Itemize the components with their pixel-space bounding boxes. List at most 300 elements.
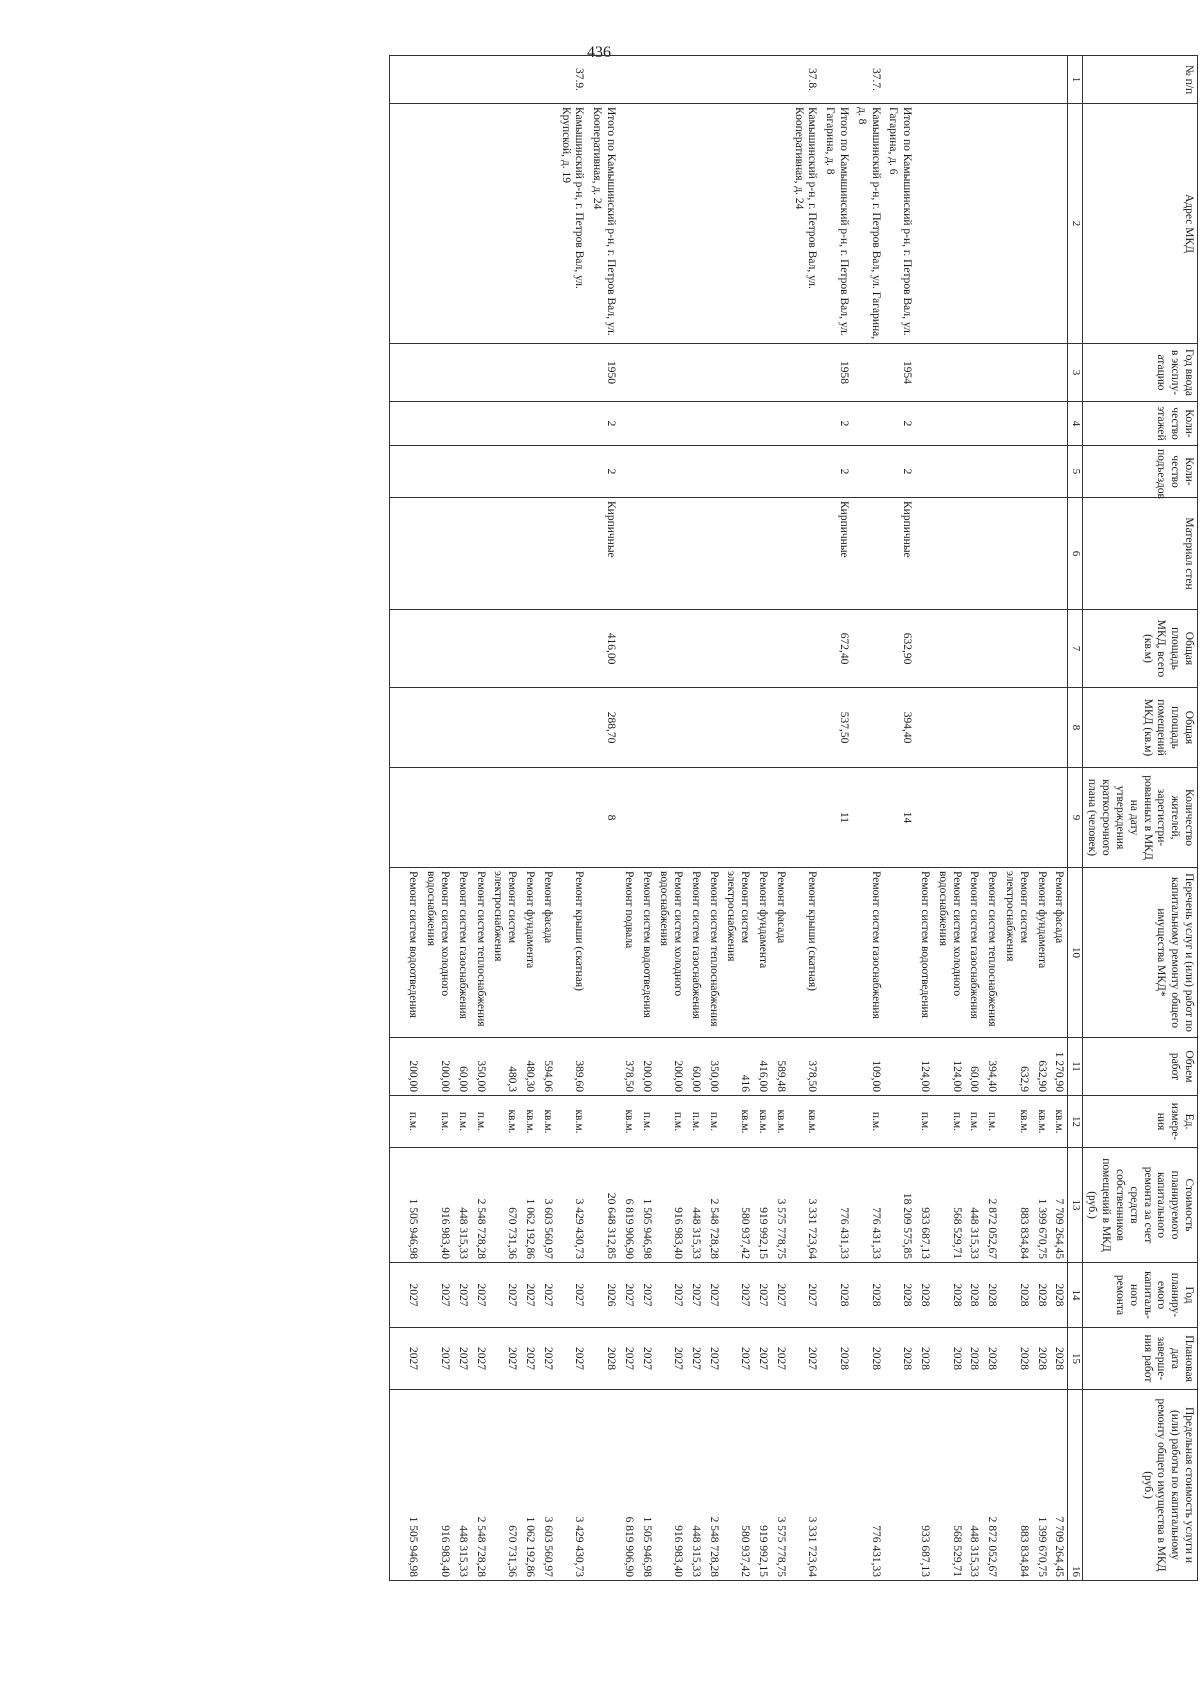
table-cell-col-15: 2027: [421, 1328, 453, 1390]
table-cell-col-11: 200,00: [421, 1038, 453, 1096]
table-cell-col-1: [753, 56, 771, 104]
table-cell-col-15: 2027: [538, 1328, 556, 1390]
table-cell-col-2: [471, 104, 489, 344]
table-cell-col-3: [722, 344, 754, 402]
table-cell-col-7: [655, 610, 687, 688]
table-cell-col-13: 580 937,42: [722, 1148, 754, 1263]
table-cell-col-1: 37.7.: [852, 56, 884, 104]
table-cell-col-6: [1000, 498, 1032, 610]
table-cell-col-9: [421, 768, 453, 868]
table-cell-col-8: [489, 688, 521, 768]
table-cell-col-9: [771, 768, 789, 868]
table-cell-col-3: [789, 344, 821, 402]
table-cell-col-11: 378,50: [619, 1038, 637, 1096]
table-cell-col-12: кв.м.: [1050, 1096, 1068, 1148]
table-cell-col-12: п.м.: [915, 1096, 933, 1148]
table-row: [471, 56, 489, 1581]
table-cell-col-16: 448 315,33: [965, 1390, 983, 1581]
table-cell-col-3: [655, 344, 687, 402]
table-cell-col-10: Ремонт систем электроснабжения: [722, 868, 754, 1038]
table-cell-col-12: п.м.: [704, 1096, 722, 1148]
table-row: [722, 56, 754, 1581]
table-cell-col-12: кв.м.: [520, 1096, 538, 1148]
table-cell-col-5: [933, 446, 965, 498]
table-cell-col-5: [1050, 446, 1068, 498]
table-cell-col-4: [789, 402, 821, 446]
table-cell-col-4: 2: [587, 402, 619, 446]
table-cell-col-1: [538, 56, 556, 104]
table-cell-col-3: [933, 344, 965, 402]
table-cell-empty: [389, 344, 404, 402]
table-cell-col-9: [915, 768, 933, 868]
table-cell-col-15: 2027: [704, 1328, 722, 1390]
table-cell-col-2: [686, 104, 704, 344]
table-cell-col-16: 883 834,84: [1000, 1390, 1032, 1581]
table-cell-col-12: [820, 1096, 852, 1148]
table-row: [852, 56, 884, 1581]
table-cell-col-10: Ремонт систем теплоснабжения: [982, 868, 1000, 1038]
table-row: [421, 56, 453, 1581]
table-cell-col-6: [852, 498, 884, 610]
table-cell-col-3: [421, 344, 453, 402]
table-cell-col-6: [933, 498, 965, 610]
header-cell: Ед. измере-ния: [1082, 1096, 1197, 1148]
table-row: [982, 56, 1000, 1581]
table-cell-col-16: 6 819 906,90: [619, 1390, 637, 1581]
table-cell-col-7: [852, 610, 884, 688]
table-cell-col-13: 448 315,33: [453, 1148, 471, 1263]
table-cell-col-13: 919 992,15: [753, 1148, 771, 1263]
table-row: [1000, 56, 1032, 1581]
table-cell-col-3: [982, 344, 1000, 402]
table-cell-col-1: [686, 56, 704, 104]
table-cell-col-7: [789, 610, 821, 688]
table-cell-col-8: [686, 688, 704, 768]
table-cell-col-16: 568 529,71: [933, 1390, 965, 1581]
table-cell-col-5: [852, 446, 884, 498]
table-cell-col-4: [637, 402, 655, 446]
table-cell-col-12: кв.м.: [1000, 1096, 1032, 1148]
table-cell-col-12: кв.м.: [489, 1096, 521, 1148]
table-cell-col-3: [538, 344, 556, 402]
table-cell-col-2: Камышинский р-н, г. Петров Вал, ул. Гагарина, д. 8: [852, 104, 884, 344]
table-cell-col-13: 1 062 192,86: [520, 1148, 538, 1263]
table-cell-col-16: 2 872 052,67: [982, 1390, 1000, 1581]
header-cell: Общая площадь помещений МКД (кв.м): [1082, 688, 1197, 768]
table-cell-col-11: 200,00: [637, 1038, 655, 1096]
table-cell-col-4: [1000, 402, 1032, 446]
table-cell-col-9: [489, 768, 521, 868]
table-cell-col-7: [722, 610, 754, 688]
table-cell-col-1: [933, 56, 965, 104]
table-cell-col-9: [453, 768, 471, 868]
table-cell-col-11: [884, 1038, 916, 1096]
table-row: [538, 56, 556, 1581]
table-cell-col-7: 632,90: [884, 610, 916, 688]
table-cell-col-15: 2027: [637, 1328, 655, 1390]
table-header: [1068, 56, 1198, 1581]
header-cell: Перечень услуг и (или) работ по капитальному ремонту общего имущества МКД*: [1082, 868, 1197, 1038]
table-cell-col-4: [556, 402, 588, 446]
table-row: [1032, 56, 1050, 1581]
table-cell-col-1: [722, 56, 754, 104]
table-cell-col-10: Ремонт фасада: [771, 868, 789, 1038]
table-cell-empty: [389, 1390, 404, 1581]
header-cell: № п/п: [1082, 56, 1197, 104]
table-cell-col-8: [965, 688, 983, 768]
table-cell-col-4: [453, 402, 471, 446]
table-cell-col-14: 2028: [965, 1263, 983, 1328]
table-cell-col-5: [704, 446, 722, 498]
table-cell-col-12: кв.м.: [556, 1096, 588, 1148]
column-number: 15: [1068, 1328, 1082, 1390]
table-cell-col-4: [753, 402, 771, 446]
table-cell-col-2: [1050, 104, 1068, 344]
header-cell: Коли-чество этажей: [1082, 402, 1197, 446]
table-cell-col-16: [820, 1390, 852, 1581]
table-cell-col-2: Камышинский р-н, г. Петров Вал, ул. Кооперативная, д. 24: [789, 104, 821, 344]
table-cell-col-15: 2027: [404, 1328, 422, 1390]
table-cell-col-9: [556, 768, 588, 868]
table-cell-col-1: [655, 56, 687, 104]
table-cell-col-2: [655, 104, 687, 344]
table-cell-col-1: [471, 56, 489, 104]
table-cell-col-13: 1 399 670,75: [1032, 1148, 1050, 1263]
table-cell-col-1: [771, 56, 789, 104]
table-cell-col-5: [982, 446, 1000, 498]
table-cell-col-2: [404, 104, 422, 344]
table-cell-col-8: [637, 688, 655, 768]
table-cell-col-13: 933 687,13: [915, 1148, 933, 1263]
table-cell-col-6: [771, 498, 789, 610]
table-cell-col-4: [404, 402, 422, 446]
table-cell-col-4: [619, 402, 637, 446]
table-cell-col-14: 2027: [704, 1263, 722, 1328]
table-cell-col-13: 6 819 906,90: [619, 1148, 637, 1263]
table-cell-col-13: 3 429 430,73: [556, 1148, 588, 1263]
table-cell-col-9: [637, 768, 655, 868]
table-cell-col-10: Ремонт фасада: [1050, 868, 1068, 1038]
table-cell-col-12: п.м.: [965, 1096, 983, 1148]
table-cell-col-8: [1050, 688, 1068, 768]
table-cell-col-1: [1050, 56, 1068, 104]
table-cell-col-6: [1032, 498, 1050, 610]
table-cell-col-2: [538, 104, 556, 344]
table-cell-col-15: 2028: [965, 1328, 983, 1390]
table-cell-col-1: [637, 56, 655, 104]
table-cell-col-16: 3 331 723,64: [789, 1390, 821, 1581]
table-cell-col-11: 480,3: [489, 1038, 521, 1096]
table-cell-col-5: [520, 446, 538, 498]
table-cell-col-8: [471, 688, 489, 768]
table-cell-col-7: [556, 610, 588, 688]
table-cell-col-12: кв.м.: [722, 1096, 754, 1148]
table-cell-col-9: [1050, 768, 1068, 868]
table-cell-col-12: п.м.: [453, 1096, 471, 1148]
table-cell-col-6: Кирпичные: [884, 498, 916, 610]
table-cell-col-6: [686, 498, 704, 610]
table-cell-col-5: [421, 446, 453, 498]
table-cell-col-7: [915, 610, 933, 688]
table-cell-col-14: 2028: [982, 1263, 1000, 1328]
table-cell-col-12: кв.м.: [789, 1096, 821, 1148]
table-cell-col-12: п.м.: [404, 1096, 422, 1148]
table-cell-col-5: [538, 446, 556, 498]
table-cell-col-12: п.м.: [655, 1096, 687, 1148]
table-cell-col-5: [965, 446, 983, 498]
table-row: [933, 56, 965, 1581]
table-cell-empty: [389, 1038, 404, 1096]
table-cell-col-14: 2027: [722, 1263, 754, 1328]
table-cell-col-10: Ремонт фундамента: [753, 868, 771, 1038]
table-cell-col-1: [520, 56, 538, 104]
table-cell-col-15: 2028: [915, 1328, 933, 1390]
table-cell-col-1: [1000, 56, 1032, 104]
table-cell-col-11: 350,00: [704, 1038, 722, 1096]
table-cell-col-4: [471, 402, 489, 446]
table-cell-col-5: [404, 446, 422, 498]
table-cell-empty: [389, 104, 404, 344]
table-cell-col-11: 350,00: [471, 1038, 489, 1096]
table-cell-col-4: [982, 402, 1000, 446]
table-cell-col-3: [489, 344, 521, 402]
table-end-row: [389, 56, 404, 1581]
table-cell-col-5: [915, 446, 933, 498]
table-cell-col-9: [789, 768, 821, 868]
table-cell-col-5: 2: [884, 446, 916, 498]
table-cell-col-16: 3 603 560,97: [538, 1390, 556, 1581]
table-cell-col-5: [556, 446, 588, 498]
table-cell-col-16: 933 687,13: [915, 1390, 933, 1581]
table-cell-col-10: Ремонт систем электроснабжения: [489, 868, 521, 1038]
table-cell-col-15: 2028: [1032, 1328, 1050, 1390]
table-cell-col-10: Ремонт систем газоснабжения: [852, 868, 884, 1038]
table-cell-col-10: Ремонт систем водоотведения: [404, 868, 422, 1038]
table-cell-col-8: 394,40: [884, 688, 916, 768]
table-cell-col-9: [686, 768, 704, 868]
table-cell-col-7: [538, 610, 556, 688]
table-cell-col-7: [520, 610, 538, 688]
table-cell-col-9: [619, 768, 637, 868]
table-cell-col-9: [753, 768, 771, 868]
table-cell-col-16: 776 431,33: [852, 1390, 884, 1581]
table-cell-col-1: [421, 56, 453, 104]
header-cell: Год ввода в эксплу-атацию: [1082, 344, 1197, 402]
table-cell-col-9: [520, 768, 538, 868]
table-cell-col-15: 2028: [982, 1328, 1000, 1390]
table-cell-col-4: [722, 402, 754, 446]
table-cell-col-13: 2 548 728,28: [704, 1148, 722, 1263]
table-cell-col-5: [1032, 446, 1050, 498]
table-cell-col-13: 568 529,71: [933, 1148, 965, 1263]
table-cell-col-8: [704, 688, 722, 768]
table-cell-col-12: кв.м.: [1032, 1096, 1050, 1148]
table-cell-col-2: [965, 104, 983, 344]
table-cell-col-14: 2028: [915, 1263, 933, 1328]
table-cell-col-8: [933, 688, 965, 768]
table-cell-col-1: [404, 56, 422, 104]
table-cell-col-6: [915, 498, 933, 610]
table-cell-col-6: [965, 498, 983, 610]
table-cell-col-13: 3 331 723,64: [789, 1148, 821, 1263]
table-cell-col-3: [704, 344, 722, 402]
table-cell-col-8: [520, 688, 538, 768]
table-cell-col-3: [965, 344, 983, 402]
table-cell-col-6: [520, 498, 538, 610]
table-cell-col-4: [1032, 402, 1050, 446]
table-cell-col-3: [753, 344, 771, 402]
table-cell-empty: [389, 1148, 404, 1263]
table-cell-col-14: 2028: [1000, 1263, 1032, 1328]
table-cell-col-15: 2027: [453, 1328, 471, 1390]
table-cell-col-12: п.м.: [852, 1096, 884, 1148]
table-cell-col-10: Ремонт подвала: [619, 868, 637, 1038]
table-cell-col-11: 124,00: [933, 1038, 965, 1096]
table-cell-col-12: п.м.: [686, 1096, 704, 1148]
table-cell-col-3: 1954: [884, 344, 916, 402]
table-cell-col-14: 2027: [753, 1263, 771, 1328]
table-cell-col-16: 3 575 778,75: [771, 1390, 789, 1581]
table-cell-col-2: Итого по Камышинский р-н, г. Петров Вал, ул. Кооперативная, д. 24: [587, 104, 619, 344]
table-cell-col-9: [655, 768, 687, 868]
table-cell-empty: [389, 446, 404, 498]
table-cell-col-5: [722, 446, 754, 498]
table-cell-col-3: [637, 344, 655, 402]
table-cell-col-6: [982, 498, 1000, 610]
table-cell-col-12: кв.м.: [619, 1096, 637, 1148]
table-cell-col-3: [556, 344, 588, 402]
table-cell-col-11: 60,00: [686, 1038, 704, 1096]
table-cell-col-14: 2027: [789, 1263, 821, 1328]
table-cell-col-13: 3 575 778,75: [771, 1148, 789, 1263]
table-cell-col-14: 2028: [884, 1263, 916, 1328]
table-cell-col-9: 8: [587, 768, 619, 868]
table-cell-col-13: 776 431,33: [852, 1148, 884, 1263]
table-cell-col-1: [453, 56, 471, 104]
table-cell-col-14: 2028: [820, 1263, 852, 1328]
header-cell: Адрес МКД: [1082, 104, 1197, 344]
table-cell-empty: [389, 1263, 404, 1328]
table-cell-col-14: 2027: [619, 1263, 637, 1328]
table-cell-col-13: 916 983,40: [421, 1148, 453, 1263]
table-row: [453, 56, 471, 1581]
table-cell-col-3: [471, 344, 489, 402]
table-row: [619, 56, 637, 1581]
table-cell-col-14: 2027: [404, 1263, 422, 1328]
table-cell-col-6: [556, 498, 588, 610]
table-row: [915, 56, 933, 1581]
table-row: [771, 56, 789, 1581]
table-cell-col-6: [421, 498, 453, 610]
table-cell-col-6: [404, 498, 422, 610]
table-row: [965, 56, 983, 1581]
table-cell-col-15: 2028: [852, 1328, 884, 1390]
table-cell-col-8: 537,50: [820, 688, 852, 768]
column-number: 2: [1068, 104, 1082, 344]
table-cell-col-8: [722, 688, 754, 768]
table-cell-col-15: 2027: [789, 1328, 821, 1390]
table-cell-col-10: Ремонт крыши (скатная): [789, 868, 821, 1038]
table-cell-col-9: [933, 768, 965, 868]
table-cell-col-10: Ремонт фундамента: [520, 868, 538, 1038]
table-cell-col-16: 919 992,15: [753, 1390, 771, 1581]
table-cell-col-4: [933, 402, 965, 446]
table-cell-col-11: 378,50: [789, 1038, 821, 1096]
table-cell-col-2: [453, 104, 471, 344]
table-cell-col-4: [771, 402, 789, 446]
table-cell-col-8: [404, 688, 422, 768]
header-cell: Предельная стоимость услуги и (или) работы по капитальному ремонту общего имущества в МКД (руб.): [1082, 1390, 1197, 1581]
table-cell-col-7: [771, 610, 789, 688]
header-cell: Коли-чество подъездов: [1082, 446, 1197, 498]
table-cell-col-3: [404, 344, 422, 402]
table-cell-col-13: 883 834,84: [1000, 1148, 1032, 1263]
table-cell-col-9: [982, 768, 1000, 868]
table-cell-col-15: 2028: [1000, 1328, 1032, 1390]
table-cell-empty: [389, 610, 404, 688]
table-body: [389, 56, 1068, 1581]
table-cell-col-14: 2027: [538, 1263, 556, 1328]
table-cell-col-2: [753, 104, 771, 344]
page-number: 436: [587, 44, 611, 61]
table-cell-empty: [389, 498, 404, 610]
column-number: 8: [1068, 688, 1082, 768]
table-cell-col-13: 776 431,33: [820, 1148, 852, 1263]
table-cell-col-5: [789, 446, 821, 498]
table-cell-col-3: [453, 344, 471, 402]
table-cell-col-13: 670 731,36: [489, 1148, 521, 1263]
table-cell-col-12: п.м.: [637, 1096, 655, 1148]
table-row: [556, 56, 588, 1581]
table-cell-col-4: [686, 402, 704, 446]
table-cell-col-15: 2028: [933, 1328, 965, 1390]
table-cell-col-12: кв.м.: [753, 1096, 771, 1148]
table-cell-col-2: Итого по Камышинский р-н, г. Петров Вал, ул. Гагарина, д. 8: [820, 104, 852, 344]
column-number: 4: [1068, 402, 1082, 446]
table-cell-col-10: [820, 868, 852, 1038]
table-cell-col-11: 589,48: [771, 1038, 789, 1096]
table-cell-col-16: 448 315,33: [453, 1390, 471, 1581]
table-cell-col-11: 394,40: [982, 1038, 1000, 1096]
table-row: [489, 56, 521, 1581]
table-cell-col-8: [771, 688, 789, 768]
table-cell-col-9: [471, 768, 489, 868]
table-cell-col-14: 2027: [489, 1263, 521, 1328]
table-cell-col-2: [915, 104, 933, 344]
table-cell-col-11: 594,06: [538, 1038, 556, 1096]
table-cell-col-4: [421, 402, 453, 446]
table-cell-col-8: [753, 688, 771, 768]
column-number: 10: [1068, 868, 1082, 1038]
table-cell-col-9: 14: [884, 768, 916, 868]
table-cell-col-10: Ремонт фасада: [538, 868, 556, 1038]
table-cell-col-15: 2027: [655, 1328, 687, 1390]
column-number: 16: [1068, 1390, 1082, 1581]
table-cell-col-13: 2 872 052,67: [982, 1148, 1000, 1263]
table-cell-col-6: [538, 498, 556, 610]
table-cell-col-1: 37.9.: [556, 56, 588, 104]
table-row: [520, 56, 538, 1581]
table-cell-col-12: кв.м.: [538, 1096, 556, 1148]
header-cell: Плановая дата заверше-ния работ: [1082, 1328, 1197, 1390]
table-cell-col-2: Итого по Камышинский р-н, г. Петров Вал, ул. Гагарина, д. 6: [884, 104, 916, 344]
table-cell-col-13: 2 548 728,28: [471, 1148, 489, 1263]
table-cell-col-7: [965, 610, 983, 688]
table-cell-col-2: [722, 104, 754, 344]
table-cell-col-6: [637, 498, 655, 610]
table-cell-col-4: [915, 402, 933, 446]
table-cell-col-2: [520, 104, 538, 344]
